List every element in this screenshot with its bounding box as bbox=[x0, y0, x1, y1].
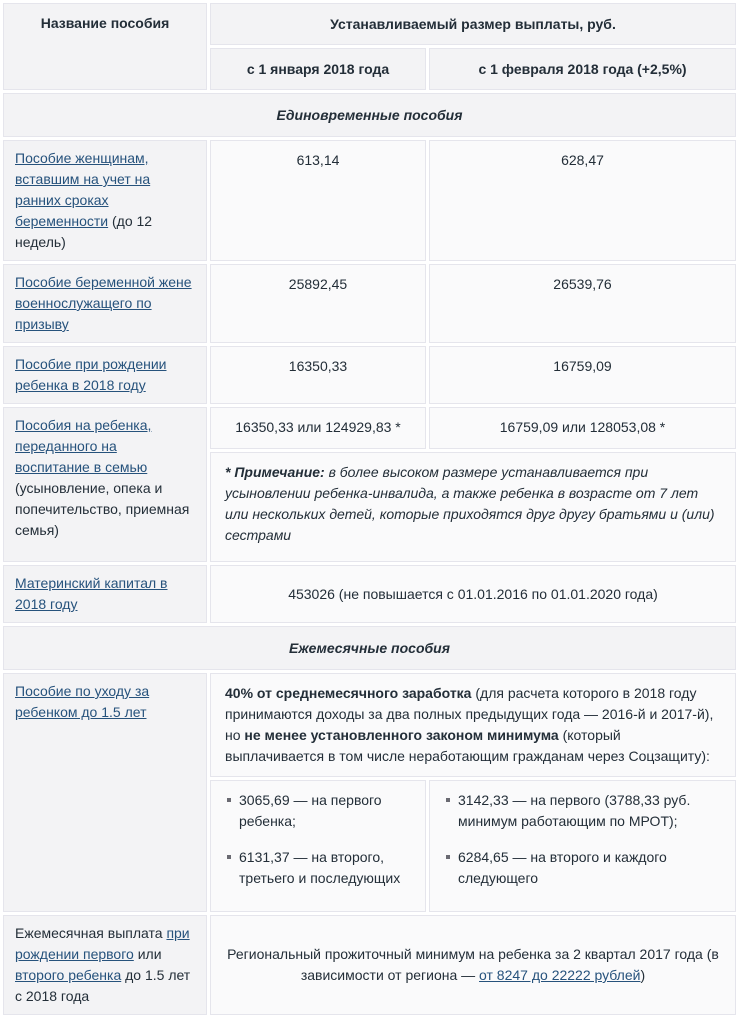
table-row bbox=[3, 346, 736, 404]
row-maternity-capital-value: 453026 (не повышается с 01.01.2016 по 01.01.2020 года) bbox=[210, 565, 736, 623]
inline-link[interactable]: Пособие беременной жене военнослужащего по призыву bbox=[15, 274, 192, 332]
section-title-monthly: Ежемесячные пособия bbox=[3, 626, 736, 670]
row-military-wife-feb-value: 26539,76 bbox=[429, 264, 736, 343]
row-maternity-capital-name bbox=[3, 565, 207, 623]
section-title-lump-sum: Единовременные пособия bbox=[3, 93, 736, 137]
table-row bbox=[3, 140, 736, 261]
childcare-jan-amounts bbox=[210, 780, 426, 912]
childcare-jan-list bbox=[222, 790, 414, 889]
section-row-monthly bbox=[3, 626, 736, 670]
row-monthly-payment-value bbox=[210, 915, 736, 1015]
inline-link[interactable]: второго ребенка bbox=[15, 967, 122, 983]
text-segment: не менее установленного законом минимума bbox=[244, 727, 559, 743]
text-segment: 40% от среднемесячного заработка bbox=[225, 685, 472, 701]
text-segment: (усыновление, опека и попечительство, приемная семья) bbox=[15, 480, 190, 538]
foster-child-note bbox=[210, 452, 736, 562]
table-row bbox=[3, 407, 736, 449]
inline-link[interactable]: от 8247 до 22222 рублей bbox=[479, 967, 641, 983]
row-foster-child-jan-value: 16350,33 или 124929,83 * bbox=[210, 407, 426, 449]
header-row-1 bbox=[3, 3, 736, 45]
row-childcare-name bbox=[3, 673, 207, 912]
table-row bbox=[3, 915, 736, 1015]
inline-link[interactable]: Пособие при рождении ребенка в 2018 году bbox=[15, 356, 167, 393]
row-early-pregnancy-feb-value: 628,47 bbox=[429, 140, 736, 261]
row-early-pregnancy-name bbox=[3, 140, 207, 261]
bullet-item: 6284,65 — на второго и каждого следующего bbox=[445, 847, 724, 889]
row-foster-child-name bbox=[3, 407, 207, 562]
row-birth-2018-name bbox=[3, 346, 207, 404]
bullet-item: 3142,33 — на первого (3788,33 руб. минимум работающим по МРОТ); bbox=[445, 790, 724, 832]
row-birth-2018-feb-value: 16759,09 bbox=[429, 346, 736, 404]
row-foster-child-feb-value: 16759,09 или 128053,08 * bbox=[429, 407, 736, 449]
table-row bbox=[3, 264, 736, 343]
header-amount-title: Устанавливаемый размер выплаты, руб. bbox=[210, 3, 736, 45]
inline-link[interactable]: Пособия на ребенка, переданного на воспитание в семью bbox=[15, 417, 152, 475]
inline-link[interactable]: Пособие по уходу за ребенком до 1.5 лет bbox=[15, 683, 150, 720]
text-segment: * Примечание: bbox=[225, 464, 325, 480]
text-segment: или bbox=[133, 946, 162, 962]
text-segment: ) bbox=[640, 967, 646, 983]
inline-link[interactable]: Пособие женщинам, вставшим на учет на ранних сроках беременности bbox=[15, 150, 151, 229]
row-birth-2018-jan-value: 16350,33 bbox=[210, 346, 426, 404]
header-benefit-name: Название пособия bbox=[3, 3, 207, 90]
text-segment: (до 12 недель) bbox=[15, 213, 153, 250]
section-row-lump-sum bbox=[3, 93, 736, 137]
text-segment: Региональный прожиточный минимум на ребенка за 2 квартал 2017 года (в зависимости от региона — bbox=[227, 946, 719, 983]
text-segment: до 1.5 лет с 2018 года bbox=[15, 967, 191, 1004]
table-row bbox=[3, 565, 736, 623]
text-segment: Ежемесячная выплата bbox=[15, 925, 167, 941]
row-monthly-payment-name bbox=[3, 915, 207, 1015]
childcare-feb-list bbox=[441, 790, 724, 889]
bullet-item: 3065,69 — на первого ребенка; bbox=[226, 790, 414, 832]
childcare-description bbox=[210, 673, 736, 777]
text-segment: (который выплачивается в том числе неработающим гражданам через Соцзащиту): bbox=[225, 727, 710, 764]
row-military-wife-name bbox=[3, 264, 207, 343]
childcare-feb-amounts bbox=[429, 780, 736, 912]
table-row bbox=[3, 673, 736, 777]
header-feb-column: с 1 февраля 2018 года (+2,5%) bbox=[429, 48, 736, 90]
text-segment: в более высоком размере устанавливается при усыновлении ребенка-инвалида, а также ребенка в возрасте от 7 лет или нескольких детей, которые приходятся друг другу братьями и (или) сестрами bbox=[225, 464, 715, 543]
inline-link[interactable]: Материнский капитал в 2018 году bbox=[15, 575, 168, 612]
inline-link[interactable]: при рождении первого bbox=[15, 925, 190, 962]
row-early-pregnancy-jan-value: 613,14 bbox=[210, 140, 426, 261]
bullet-item: 6131,37 — на второго, третьего и последующих bbox=[226, 847, 414, 889]
header-jan-column: с 1 января 2018 года bbox=[210, 48, 426, 90]
row-military-wife-jan-value: 25892,45 bbox=[210, 264, 426, 343]
text-segment: (для расчета которого в 2018 году принимаются доходы за два полных предыдущих года — 2016-й и 2017-й), но bbox=[225, 685, 714, 743]
